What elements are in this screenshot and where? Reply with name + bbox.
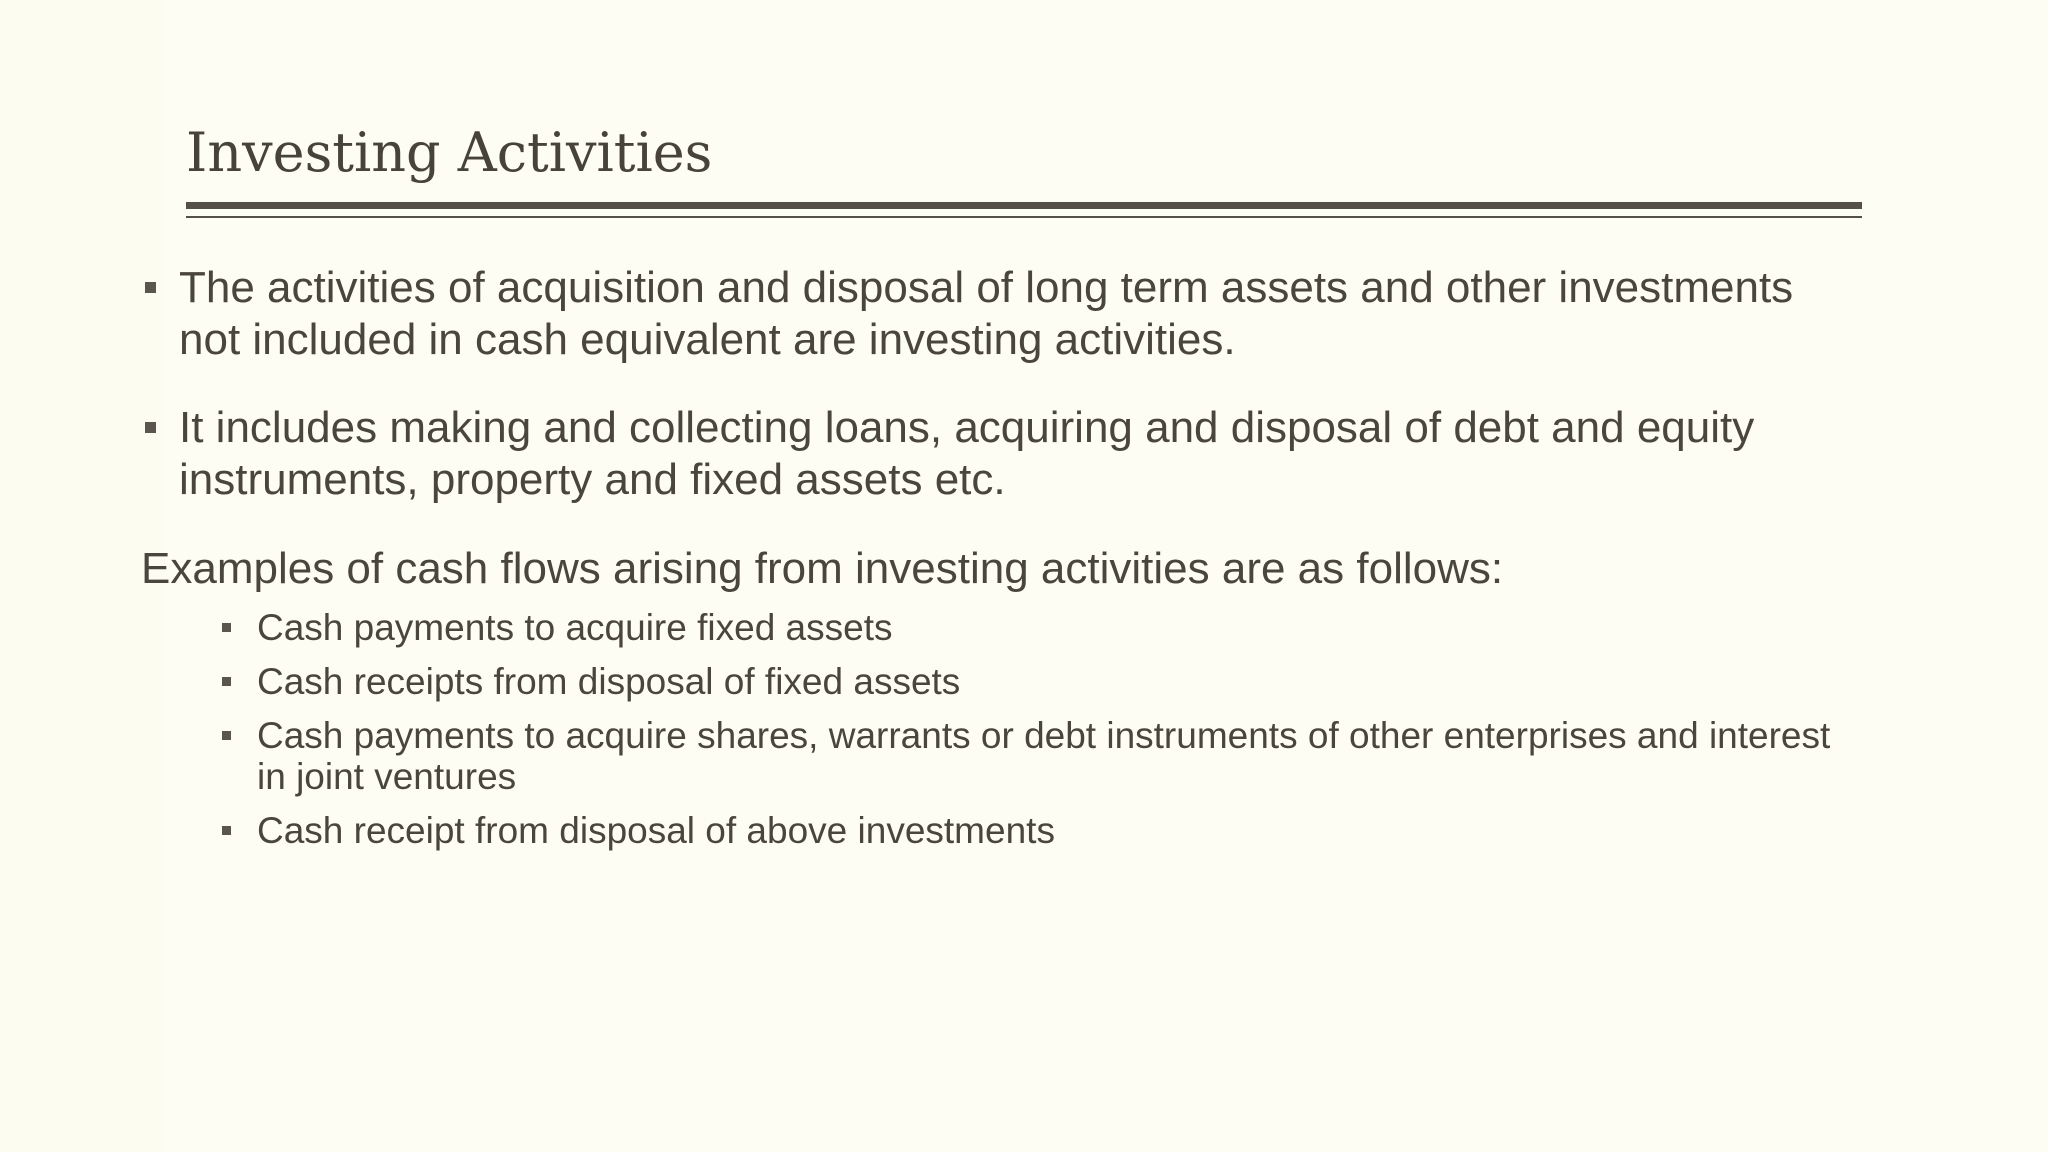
- example-text: Cash payments to acquire shares, warrants or debt instruments of other enterprises and interest in joint ventures: [257, 715, 1831, 797]
- example-item: [257, 661, 1857, 702]
- bullet-item: [179, 262, 1839, 366]
- square-bullet-icon: [222, 731, 231, 740]
- bullet-item: [179, 402, 1839, 506]
- title-underline-thick: [186, 202, 1862, 209]
- example-text: Cash receipt from disposal of above investments: [257, 810, 1055, 851]
- square-bullet-icon: [222, 826, 231, 835]
- examples-intro: Examples of cash flows arising from investing activities are as follows:: [141, 544, 1504, 593]
- title-underline-thin: [186, 216, 1862, 218]
- slide-title: Investing Activities: [186, 121, 713, 184]
- example-item: [257, 607, 1857, 648]
- square-bullet-icon: [145, 422, 156, 433]
- example-item: [257, 810, 1857, 851]
- example-text: Cash receipts from disposal of fixed assets: [257, 661, 961, 702]
- bullet-text: It includes making and collecting loans, acquiring and disposal of debt and equity instruments, property and fixed assets etc.: [179, 403, 1755, 504]
- square-bullet-icon: [145, 282, 156, 293]
- example-item: [257, 715, 1857, 797]
- example-text: Cash payments to acquire fixed assets: [257, 607, 893, 648]
- bullet-text: The activities of acquisition and disposal of long term assets and other investments not included in cash equivalent are investing activities.: [179, 263, 1794, 364]
- square-bullet-icon: [222, 623, 231, 632]
- square-bullet-icon: [222, 677, 231, 686]
